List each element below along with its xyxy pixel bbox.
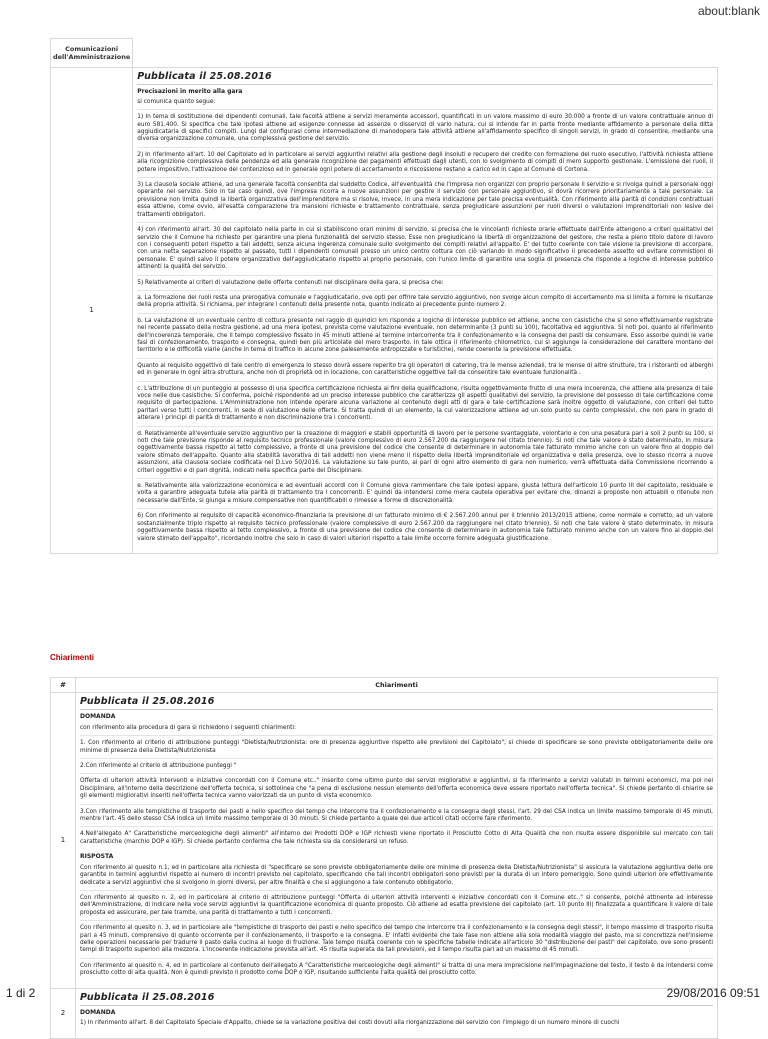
domanda-paragraph: 2.Con riferimento al criterio di attribuzione punteggi " (80, 763, 713, 774)
domanda-intro: con riferimento alla procedura di gara si richiedono i seguenti chiarimenti: (80, 725, 713, 736)
chiarimento-content (76, 988, 718, 1038)
chiarimento-index: 2 (51, 988, 76, 1038)
risposta-paragraph: Con riferimento al quesito n. 4, ed in particolare al contenuto dell'allegato A "Caratteristiche merceologiche degli alimenti" si tratta di una mera imprecisione nell'impaginazione del testo, il testo è da intendersi come prosciutto cotto di alta qualità. Non è quindi previsto il prodotto come DOP o IGP, risultando sufficiente l'alta qualità del prosciutto cotto. (80, 962, 713, 977)
domanda-paragraph: 4.Nell'allegato A" Caratteristiche merceologiche degli alimenti" all'interno dei Prodotti DOP e IGP richiesti viene riportato il Prosciutto Cotto di Alta Qualità che non risulta essere disponibile sul mercato con tali caratteristiche (marchio DOP e IGP). Si chiede pertanto conferma che tale richiesta sia da considerarsi un refuso. (80, 831, 713, 845)
risposta-label: RISPOSTA (80, 853, 114, 861)
comunicazioni-label: Comunicazioni dell'Amministrazione (51, 39, 133, 68)
domanda-label: DOMANDA (80, 1008, 116, 1016)
chiarimento-content (76, 693, 718, 989)
publication-title: Pubblicata il 25.08.2016 (80, 695, 713, 710)
domanda-paragraph: 3.Con riferimento alle tempistiche di trasporto dei pasti e nello specifico del tempo che intercorre tra il confezionamento e la consegna degli stessi, l'art. 29 del CSA indica un limite massimo temporale di 45 minuti, mentre l'art. 45 dello stesso CSA indica un limite massimo temporale di 30 minuti. Si chiede pertanto a quale dei due articoli citati occorre fare riferimento. (80, 809, 713, 828)
comunicazioni-index: 1 (51, 68, 133, 554)
domanda-paragraph: 1. Con riferimento al criterio di attribuzione punteggi "Dietista/Nutrizionista: ore di presenza aggiuntive rispetto alle previsioni del Capitolato", si chiede di specificare se sono previste obbligatoriamente delle ore minime di presenza della Dietista/Nutrizionista (80, 740, 713, 759)
risposta-paragraphs (80, 865, 713, 981)
column-title-header: Chiarimenti (76, 678, 718, 693)
subject-heading: Precisazioni in merito alla gara (137, 88, 243, 96)
comunicazione-paragraph: 5) Relativamente ai criteri di valutazione delle offerte contenuti nel disciplinare della gara, si precisa che: (137, 280, 713, 291)
publication-title: Pubblicata il 25.08.2016 (80, 991, 713, 1006)
comunicazione-paragraph: 6) Con riferimento al requisito di capacità economico-finanziaria la previsione di un fatturato minimo di € 2.567.200 annui per il triennio 2013/2015 attiene, come normale e corretto, ad un valore sostanzialmente triplo rispetto al requisito tecnico professionale (valore complessivo di euro 2.567.200 da raggiungere nel citato triennio). Si noti che tale valore è stato determinato, in misura oggettivamente bassa rispetto al tetto complessivo, a fronte di una previsione del codice che consente di determinare in autonomia tale fatturato minimo anche con un valore fino al doppio del valore stimato dell'appalto", ricordando inoltre che solo in caso di valori ulteriori rispetto a tale limite occorre fornire adeguata giustificazione. (137, 513, 713, 542)
chiarimenti-section-title: Chiarimenti (50, 653, 95, 662)
chiarimenti-table (50, 677, 718, 1039)
risposta-paragraph: Con riferimento al quesito n. 3, ed in particolare alle "tempistiche di trasporto dei pasti e nello specifico del tempo che intercorre tra il confezionamento e la consegna degli stessi", il tempo massimo di trasporto risulta pari a 45 minuti, comprensivo di quanto occorrente per il confezionamento, il trasporto e la consegna. E' infatti evidente che tale fase non attiene alla sola modalità viaggio del pasto, ma si concretizza nell'insieme delle operazioni necessarie per tradurre il pasto dalla cucina al luogo di fruizione. Tale tempo risulta coerente con le specifiche tabelle indicate all'articolo 30 "distribuzione dei pasti" del capitolato, ove sono presenti tempi di trasporto superiori alla mezzora. L'incoerente indicazione prevista all'art. 45 risulta superata da tali previsioni, ed il tempo risulta pari ad un massimo di 45 minuti. (80, 925, 713, 959)
domanda-text: 1) In riferimento all'art. 8 del Capitolato Speciale d'Appalto, chiede se la variazione positiva dei costi dovuti alla riorganizzazione del servizio con l'impiego di un numero minore di cuochi (80, 1020, 620, 1027)
comunicazione-paragraph: e. Relativamente alla valorizzazione economica e ad eventuali accordi con il Comune giova rammentare che tale ipotesi appare, giusta lettura dell'articolo 10 punto III del capitolato, residuale e volta a garantire adeguata tutela alla parità di trattamento tra i concorrenti. E' quindi da intendersi come mera cautela operativa per evitare che, dinanzi a proposte non attuabili o ritenute non necessarie dall'Ente, si giunga a misure compensative non quantificabili o rimesse a forme di discrezionalità. (137, 483, 713, 509)
risposta-paragraph: Con riferimento al quesito n. 2, ed in particolare al criterio di attribuzione punteggi "Offerta di ulteriori attività interventi e iniziative concordati con il Comune etc.." si consente, poiché attinente ad interesse dell'Amministrazione, di indicare nella voce servizi aggiuntivi la quantificazione economica di quanto proposto. Ciò attiene ad esatta previsione del capitolato (art. 10 punto III) finalizzata a quantificare il valore di tale proposta ed assicurare, per tale tramite, una parità di trattamento a tutti i concorrenti. (80, 895, 713, 921)
browser-url-header: about:blank (697, 4, 760, 18)
comunicazioni-table (50, 38, 718, 554)
print-datetime: 29/08/2016 09:51 (666, 986, 760, 1000)
comunicazione-paragraph: a. La formazione dei ruoli resta una prerogativa comunale e l'aggiudicatario, ove opti per offrire tale servizio aggiuntivo, non svolge alcun compito di accertamento ma si limita a fornire le risultanze della propria attività. Si richiama, per integrare i contenuti della presente nota, quanto indicato al precedente punto numero 2. (137, 295, 713, 314)
page-number: 1 di 2 (6, 986, 36, 1000)
comunicazione-paragraph: 3) La clausola sociale attiene, ad una generale facoltà consentita dal suddetto Codice, all'eventualità che l'impresa non organizzi con proprio personale il servizio e si rivolga quindi a personale oggi operante nel servizio. Solo in tal caso quindi, ove l'impresa ricorra a nuove assunzioni per gestire il servizio con personale aggiuntivo, si dovrà ricorrere prioritariamente a tale personale. La previsione non limita quindi la libertà organizzativa dell'imprenditore ma si risolve, invece, in una mera indicazione per tale precisa eventualità. Con riferimento alla parità di condizioni contrattuali essa attiene, come ovvio, all'esatta comparazione tra mansioni richieste e trattamento contrattuale, senza pregiudicare assunzioni per ruoli diversi o valutazioni imprenditoriali non lesive dei trattamenti obbligatori. (137, 182, 713, 223)
comunicazione-paragraph: c. L'attribuzione di un punteggio al possesso di una specifica certificazione richiesta ai fini della qualificazione, risulta oggettivamente frutto di una mera incoerenza, che attiene alla presenza di tale voce nelle due casistiche. Si conferma, poiché rispondente ad un preciso interesse pubblico che caratterizza gli aspetti qualitativi del servizio, la previsione del possesso di tale certificazione come requisito di partecipazione. L'Amministrazione non intende operare alcuna variazione al contenuto degli atti di gara e tale certificazione sarà inoltre oggetto di valutazione, con criteri del tutto paritari verso tutti i concorrenti, in sede di valutazione delle offerte. Si tratta quindi di un elemento, la cui valorizzazione attiene ad un solo punto su cento complessivi, che non pare in grado di alterare i principi di parità di trattamento e non discriminazione tra i concorrenti. (137, 386, 713, 427)
comunicazione-paragraph: d. Relativamente all'eventuale servizio aggiuntivo per la creazione di maggiori e stabili opportunità di lavoro per le persone svantaggiate, volontario e con una pesatura pari a soli 2 punti su 100, si noti che tale previsione risponde al requisito tecnico professionale (valore complessivo di euro 2.567.200 da raggiungere nel citato triennio). Si noti che tale valore è stato determinato, in misura oggettivamente bassa rispetto al tetto complessivo, a fronte di una previsione del codice che consente di determinare in autonomia tale fatturato minimo anche con un valore fino al doppio del valore stimato dell'appalto. Quanto alla stabilità lavorativa di tali addetti non viene meno il rispetto della libertà imprenditoriale ed organizzativa e della presenza, ove lo stesso ricorra a nuove assunzioni, alla clausola sociale codificata nel D.Lvo 50/2016. La valutazione su tale punto, ai pari di ogni altro elemento di gara non numerico, verrà effettuata dalla Commissione ricorrendo a criteri oggettivi e di pari dignità, indicati nella specifica parte del Disciplinare. (137, 431, 713, 479)
comunicazione-paragraph: Quanto al requisito oggettivo di tale centro di emergenza lo stesso dovrà essere reperito tra gli operatori di catering, tra le mense aziendali, tra le mense di altre strutture, tra i ristoranti od alberghi ed in generale in ogni altra struttura, anche non di proprietà od in locazione, con caratteristiche oggettive tali da consentire tale eventuale funzionalità . (137, 363, 713, 382)
domanda-paragraph: Offerta di ulteriori attività interventi e iniziative concordati con il Comune etc.." inserito come ultimo punto dei servizi migliorativi e aggiuntivi, si fa riferimento a servizi valutati in termini economici, ma poi nel Disciplinare, all'interno della descrizione dell'offerta tecnica, si sottolinea che "a pena di esclusione nessun elemento dell'offerta economica deve essere riportato nell'offerta tecnica". Si chiede pertanto di chiarire se gli elementi migliorativi inseriti nell'offerta tecnica vanno valorizzati da un punto di vista economico. (80, 778, 713, 804)
risposta-paragraph: Con riferimento al quesito n.1, ed in particolare alla richiesta di "specificare se sono previste obbligatoriamente delle ore minime di presenza della Dietista/Nutrizionista" si assicura la valutazione aggiuntiva delle ore garantite in termini aggiuntivi rispetto al numero di incontri previsto nel capitolato, specificando che tali incontri obbligatori sono previsti per la durata di un intero pomeriggio. Sono quindi ulteriori ore effettivamente dedicate a servizi aggiuntivi che si svolgono in giorni diversi, per altre finalità e che si aggiungono a tale contenuto obbligatorio. (80, 865, 713, 891)
comunicazione-paragraph: 1) In tema di sostituzione dei dipendenti comunali, tale facoltà attiene a servizi meramente accessori, quantificati in un valore massimo di euro 30.000 a fronte di un valore contrattuale annuo di euro 581.400. Si specifica che tale ipotesi attiene ad esigenze connesse ad assenze o disservizi di vario natura, cui si intende far in parte fronte mediante affidamento a personale della ditta aggiudicataria di specifici compiti. Lungi dal configurasi come intermediazione di manodopera tale attività attiene all'affidamento specifico di singoli servizi, in grado di consentire, mediante una diversa organizzazione comunale, una complessiva gestione del servizio. (137, 114, 713, 148)
comunicazione-paragraph: b. La valutazione di un eventuale centro di cottura presente nel raggio di quindici km risponde a logiche di interesse pubblico ed attiene, anche con casistiche che si sono effettivamente registrate nel recente passato della nostra gestione, ad una mera ipotesi, prevista come valutazione eventuale, non determinante (3 punti su 100), facoltativa ed aggiuntiva. Si noti poi, quanto al riferimento dell'incoerenza temporale, che il tempo complessivo fissato in 45 minuti attiene al termine intercorrente tra il confezionamento e la consegna dei pasti da consumare. Esso assorbe quindi le varie fasi di confezionamento, trasporto e consegna, quindi ben più articolate del mero trasporto. In tale ottica il riferimento chilometrico, cui si aggiunge la considerazione del carattere montano del territorio e le difficoltà viarie (anche in tema di traffico in alcune zone palesemente antropizzate e turistiche), rende coerente la previsione effettuata. (137, 318, 713, 359)
comunicazioni-content (133, 68, 718, 554)
column-index-header: # (51, 678, 76, 693)
intro-text: si comunica quanto segue: (137, 99, 713, 110)
domanda-label: DOMANDA (80, 713, 116, 721)
chiarimento-index: 1 (51, 693, 76, 989)
comunicazione-paragraph: 2) In riferimento all'art. 10 del Capitolato ed in particolare ai servizi aggiuntivi relativi alla gestione degli insoluti e recupero del credito con formazione del ruolo esecutivo, l'attività richiesta attiene alla ricognizione complessiva delle pendenza ed alla generale ricognizione dei pagamenti effettuati dagli utenti, con lo svolgimento di compiti di mero supporto gestionale. L'emissione dei ruoli, il potere impositivo, l'attivazione del contenzioso ed in generale ogni potere di accertamento e riscossione restano a carico ed in capo al Comune di Cortona. (137, 152, 713, 178)
comunicazione-paragraph: 4) con riferimento all'art. 30 del capitolato nella parte in cui si stabiliscono orari minimi di servizio, si precisa che le vincolanti richieste orarie effettuate dall'Ente attengono a criteri qualitativi del servizio che il Comune ha richiesto per garantire una piena funzionalità del servizio stesso. Esse non pregiudicano la libertà di organizzazione del gestore, che resta a pieno titolo datore di lavoro con i conseguenti poteri rispetto a tali addetti, senza alcuna ingerenza comunale sullo svolgimento dei compiti relativi all'appalto. E' del tutto coerente con tale visione la previsione di accorpare, con una netta separazione rispetto al passato, tutti i dipendenti comunali presso un unico centro cottura con ciò variando in modo significativo il precedente assetto ed evitare commistioni di personale. E' quindi salvo il potere organizzativo dell'aggiudicatario rispetto al proprio personale, con l'unico limite di garantire una soglia di presenza che risponde a logiche di interesse pubblico attinenti la qualità del servizio. (137, 227, 713, 275)
comunicazioni-paragraphs (137, 114, 713, 546)
publication-title: Pubblicata il 25.08.2016 (137, 70, 713, 85)
domanda-paragraphs (80, 740, 713, 849)
